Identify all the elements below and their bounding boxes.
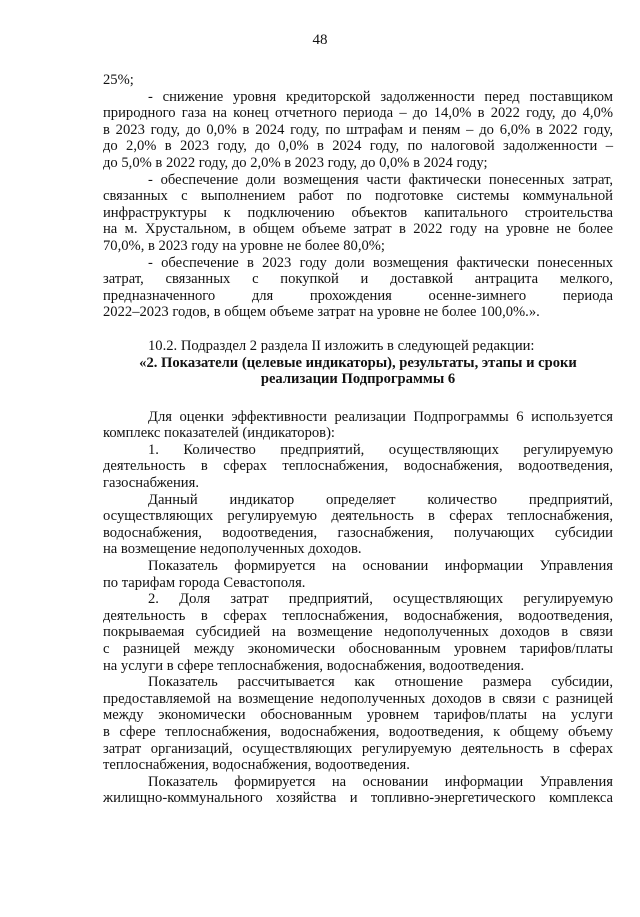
text-line: деятельность в сферах теплоснабжения, водоснабжения, водоотведения, [103,607,613,624]
text-line: - снижение уровня кредиторской задолженности перед поставщиком [148,88,613,105]
text-line: на возмещение недополученных доходов. [103,541,362,558]
text-line: Для оценки эффективности реализации Подпрограммы 6 используется [148,408,613,425]
text-line: водоснабжения, водоотведения, газоснабжения, получающих субсидии [103,524,613,541]
page-content [103,72,613,807]
text-line: деятельность в сферах теплоснабжения, водоснабжения, водоотведения, [103,458,613,475]
text-line: в сфере теплоснабжения, водоснабжения, водоотведения, к общему объему [103,723,613,740]
text-line: 2. Доля затрат предприятий, осуществляющих регулируемую [148,591,613,608]
text-line: 25%; [103,72,134,88]
text-line: Показатель формируется на основании информации Управления [148,558,613,575]
text-line: до 5,0% в 2022 году, до 2,0% в 2023 году, до 0,0% в 2024 году; [103,154,488,171]
text-block-top [103,72,613,321]
text-line: на услуги в сфере теплоснабжения, водоснабжения, водоотведения. [103,657,525,674]
text-line: на м. Хрустальном, в общем объеме затрат в 2022 году на уровне не более [103,221,613,238]
text-line: инфраструктуры к подключению объектов капитального строительства [103,204,613,221]
text-line: осуществляющих регулируемую деятельность в сферах теплоснабжения, [103,508,613,525]
text-line: теплоснабжения, водоснабжения, водоотведения. [103,757,410,774]
text-line: предоставляемой на возмещение недополученных доходов в связи с разницей [103,690,613,707]
text-line: до 2,0% в 2023 году, до 0,0% в 2024 году, по налоговой задолженности – [103,138,613,155]
text-line: Показатель формируется на основании информации Управления [148,773,613,790]
text-line: с разницей между экономически обоснованным уровнем тарифов/платы [103,641,613,657]
text-line: газоснабжения. [103,475,199,492]
text-line: Показатель рассчитывается как отношение размера субсидии, [148,674,613,691]
text-line: жилищно-коммунального хозяйства и топливно-энергетического комплекса [103,790,613,807]
text-line: - обеспечение доли возмещения части фактически понесенных затрат, [148,171,613,188]
text-line: 1. Количество предприятий, осуществляющих регулируемую [148,441,613,458]
text-line: 2022–2023 годов, в общем объеме затрат на уровне не более 100,0%.». [103,304,540,321]
section-intro: 10.2. Подраздел 2 раздела II изложить в следующей редакции: [148,337,535,354]
section-heading-line-2: реализации Подпрограммы 6 [260,371,456,388]
text-line: природного газа на конец отчетного периода – до 14,0% в 2022 году, до 4,0% [103,105,613,122]
page-number: 48 [312,32,328,48]
text-line: затрат, связанных с покупкой и доставкой антрацита мелкого, [103,271,613,288]
text-block-bottom [103,409,613,807]
text-line: покрываемая субсидией на возмещение недополученных доходов в связи [103,624,613,641]
text-line: по тарифам города Севастополя. [103,574,306,591]
text-line: связанных с выполнением работ по подготовке системы коммунальной [103,188,613,205]
text-line: в 2023 году, до 0,0% в 2024 году, по штрафам и пеням – до 6,0% в 2022 году, [103,121,613,138]
text-line: между экономически обоснованным уровнем тарифов/платы на услуги [103,707,613,724]
text-line: Данный индикатор определяет количество предприятий, [148,491,613,508]
text-line: 70,0%, в 2023 году на уровне не более 80,0%; [103,237,385,254]
text-line: предназначенного для прохождения осенне-зимнего периода [103,287,613,304]
text-line: комплекс показателей (индикаторов): [103,425,335,442]
section-heading-line-1: «2. Показатели (целевые индикаторы), результаты, этапы и сроки [139,354,577,371]
text-line: затрат организаций, осуществляющих регулируемую деятельность в сферах [103,740,613,757]
text-line: - обеспечение в 2023 году доли возмещения фактически понесенных [148,254,613,271]
